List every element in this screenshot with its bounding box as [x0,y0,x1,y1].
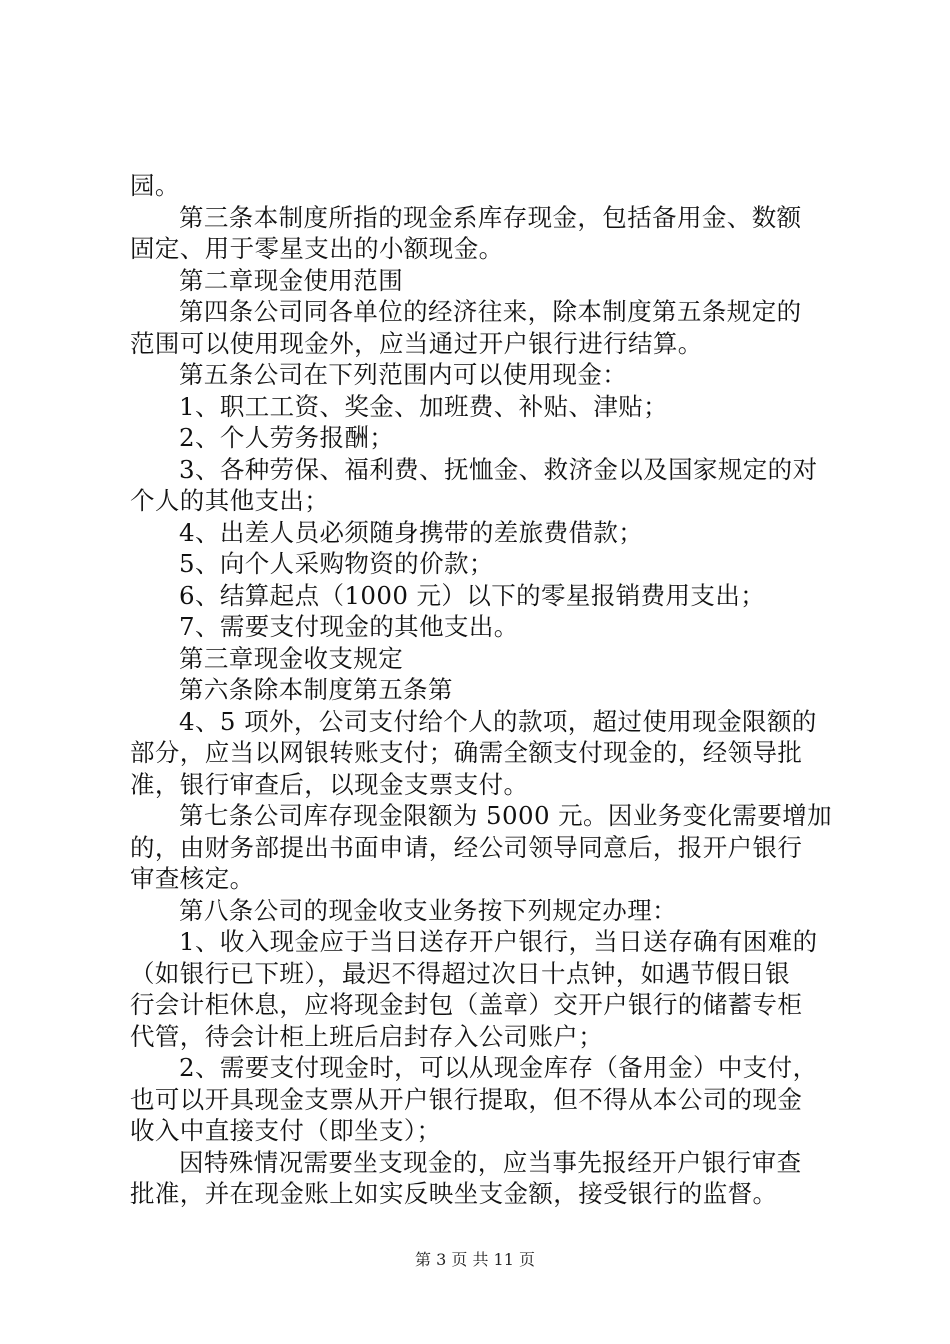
text-line: 4、5 项外，公司支付给个人的款项，超过使用现金限额的 [179,706,817,736]
text-line: 部分，应当以网银转账支付；确需全额支付现金的，经领导批 [130,738,803,767]
text-line: 也可以开具现金支票从开户银行提取，但不得从本公司的现金 [130,1084,803,1114]
text-line: 2、需要支付现金时，可以从现金库存（备用金）中支付， [179,1053,818,1082]
text-line: 固定、用于零星支出的小额现金。 [130,234,504,263]
text-line: 4、出差人员必须随身携带的差旅费借款； [179,517,644,547]
text-line: （如银行已下班），最迟不得超过次日十点钟，如遇节假日银 [130,958,791,988]
text-line: 5、向个人采购物资的价款； [179,549,494,578]
text-line: 6、结算起点（1000 元）以下的零星报销费用支出； [179,580,766,610]
document-body [130,170,833,1210]
text-line: 第六条除本制度第五条第 [179,675,453,704]
text-line: 1、职工工资、奖金、加班费、补贴、津贴； [179,391,669,421]
text-line: 3、各种劳保、福利费、抚恤金、救济金以及国家规定的对 [179,454,818,484]
page-footer: 第 3 页 共 11 页 [415,1250,535,1269]
text-line: 第三条本制度所指的现金系库存现金，包括备用金、数额 [179,202,802,232]
text-line: 7、需要支付现金的其他支出。 [179,612,519,641]
text-line: 第三章现金收支规定 [179,643,404,673]
text-line: 第八条公司的现金收支业务按下列规定办理： [179,895,677,925]
text-line: 园。 [130,171,180,200]
text-line: 范围可以使用现金外，应当通过开户银行进行结算。 [130,328,703,358]
text-line: 第四条公司同各单位的经济往来，除本制度第五条规定的 [179,297,802,326]
text-line: 收入中直接支付（即坐支）； [130,1116,442,1145]
text-line: 的，由财务部提出书面申请，经公司领导同意后，报开户银行 [130,832,803,862]
text-line: 1、收入现金应于当日送存开户银行，当日送存确有困难的 [179,927,818,956]
text-line: 2、个人劳务报酬； [179,423,395,452]
text-line: 第七条公司库存现金限额为 5000 元。因业务变化需要增加 [179,801,833,830]
text-line: 因特殊情况需要坐支现金的，应当事先报经开户银行审查 [179,1147,802,1177]
text-line: 审查核定。 [130,864,255,893]
text-line: 批准，并在现金账上如实反映坐支金额，接受银行的监督。 [130,1179,778,1208]
text-line: 第二章现金使用范围 [179,265,404,295]
text-line: 个人的其他支出； [130,486,330,515]
text-line: 行会计柜休息，应将现金封包（盖章）交开户银行的储蓄专柜 [130,990,803,1019]
text-line: 代管，待会计柜上班后启封存入公司账户； [130,1021,604,1051]
text-line: 准，银行审查后，以现金支票支付。 [130,769,529,799]
text-line: 第五条公司在下列范围内可以使用现金： [179,360,628,389]
